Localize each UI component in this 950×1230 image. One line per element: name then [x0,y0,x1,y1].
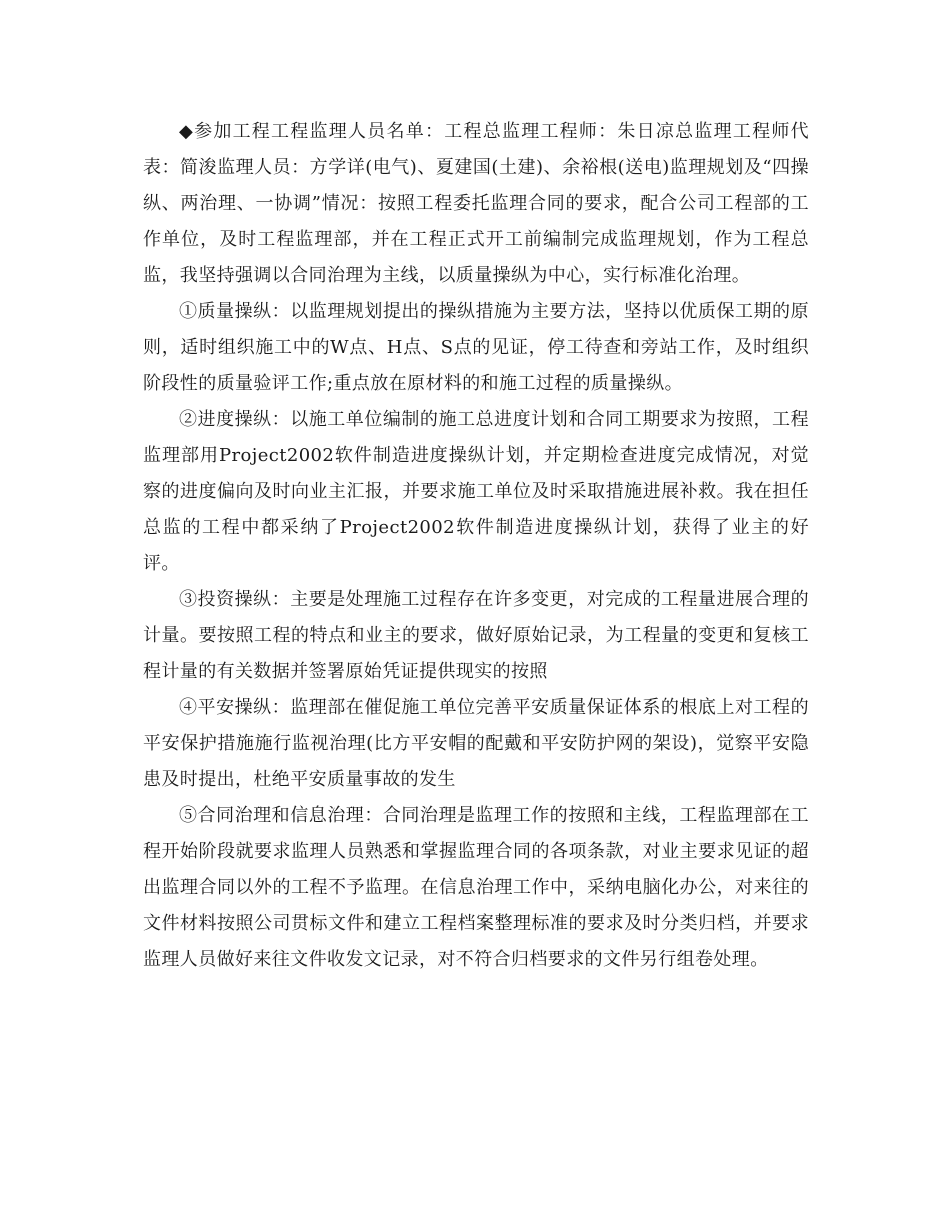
paragraph-safety-control: ④平安操纵：监理部在催促施工单位完善平安质量保证体系的根底上对工程的平安保护措施施行监视治理(比方平安帽的配戴和平安防护网的架设)，觉察平安隐患及时提出，杜绝平安质量事故的发生 [143,697,809,790]
paragraph-contract-information-management: ⑤合同治理和信息治理：合同治理是监理工作的按照和主线，工程监理部在工程开始阶段就要求监理人员熟悉和掌握监理合同的各项条款，对业主要求见证的超出监理合同以外的工程不予监理。在信息治理工作中，采纳电脑化办公，对来往的文件材料按照公司贯标文件和建立工程档案整理标准的要求及时分类归档，并要求监理人员做好来往文件收发文记录，对不符合归档要求的文件另行组卷处理。 [143,805,809,970]
paragraph-quality-control: ①质量操纵：以监理规划提出的操纵措施为主要方法，坚持以优质保工期的原则，适时组织施工中的W点、H点、S点的见证，停工待查和旁站工作，及时组织阶段性的质量验评工作;重点放在原材料的和施工过程的质量操纵。 [143,301,809,394]
document-body [143,114,809,978]
paragraph-personnel-list: ◆参加工程工程监理人员名单：工程总监理工程师：朱日凉总监理工程师代表：简浚监理人员：方学详(电气)、夏建国(土建)、余裕根(送电)监理规划及“四操纵、两治理、一协调”情况：按照工程委托监理合同的要求，配合公司工程部的工作单位，及时工程监理部，并在工程正式开工前编制完成监理规划，作为工程总监，我坚持强调以合同治理为主线，以质量操纵为中心，实行标准化治理。 [143,121,809,286]
paragraph-schedule-control: ②进度操纵：以施工单位编制的施工总进度计划和合同工期要求为按照，工程监理部用Project2002软件制造进度操纵计划，并定期检查进度完成情况，对觉察的进度偏向及时向业主汇报，并要求施工单位及时采取措施进展补救。我在担任总监的工程中都采纳了Project2002软件制造进度操纵计划，获得了业主的好评。 [143,409,809,574]
paragraph-investment-control: ③投资操纵：主要是处理施工过程存在许多变更，对完成的工程量进展合理的计量。要按照工程的特点和业主的要求，做好原始记录，为工程量的变更和复核工程计量的有关数据并签署原始凭证提供现实的按照 [143,589,809,682]
